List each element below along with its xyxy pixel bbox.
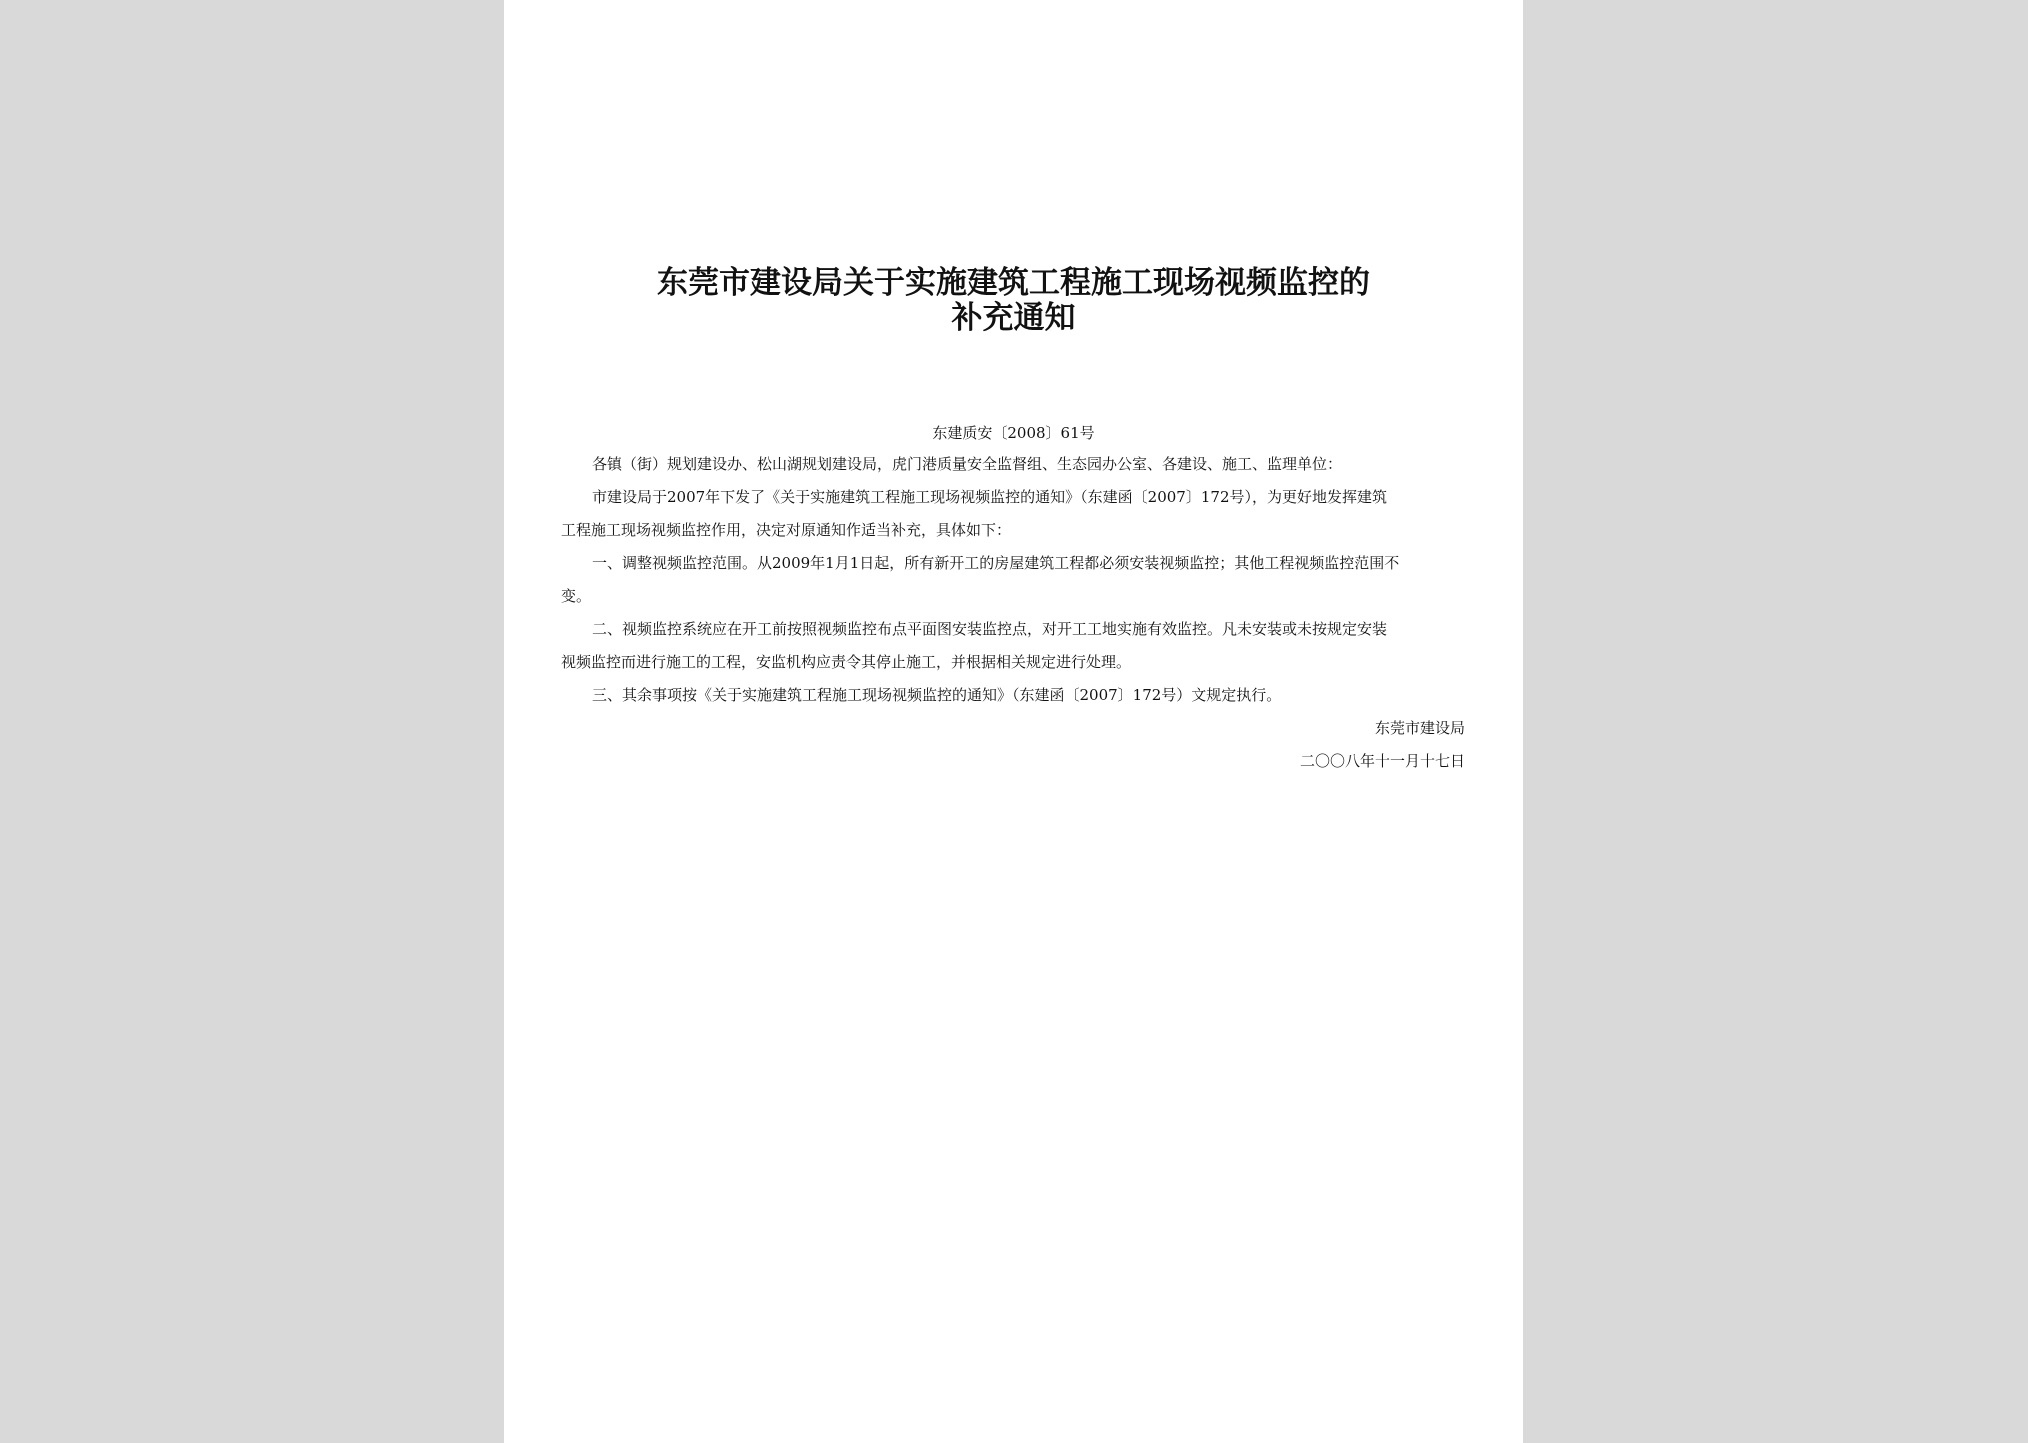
item2-line2: 视频监控而进行施工的工程，安监机构应责令其停止施工，并根据相关规定进行处理。	[561, 653, 1132, 671]
document-number: 东建质安〔2008〕61号	[932, 424, 1095, 442]
item2-line1: 二、视频监控系统应在开工前按照视频监控布点平面图安装监控点，对开工工地实施有效监控。凡未安装或未按规定安装	[592, 620, 1388, 638]
paragraph1-line1: 市建设局于2007年下发了《关于实施建筑工程施工现场视频监控的通知》（东建函〔2007〕172号），为更好地发挥建筑	[592, 488, 1387, 506]
document-title-line1: 东莞市建设局关于实施建筑工程施工现场视频监控的	[657, 265, 1370, 301]
addressee-line: 各镇（街）规划建设办、松山湖规划建设局，虎门港质量安全监督组、生态园办公室、各建设、施工、监理单位：	[592, 455, 1343, 473]
issuer-signature: 东莞市建设局	[1374, 719, 1465, 737]
item1-line1: 一、调整视频监控范围。从2009年1月1日起，所有新开工的房屋建筑工程都必须安装视频监控；其他工程视频监控范围不	[592, 554, 1400, 572]
item3-line1: 三、其余事项按《关于实施建筑工程施工现场视频监控的通知》（东建函〔2007〕172号）文规定执行。	[592, 686, 1282, 704]
document-page	[504, 0, 1523, 1443]
document-title-line2: 补充通知	[951, 300, 1076, 336]
issue-date: 二〇〇八年十一月十七日	[1299, 752, 1465, 770]
paragraph1-line2: 工程施工现场视频监控作用，决定对原通知作适当补充，具体如下：	[561, 521, 1012, 539]
item1-line2: 变。	[561, 587, 592, 605]
